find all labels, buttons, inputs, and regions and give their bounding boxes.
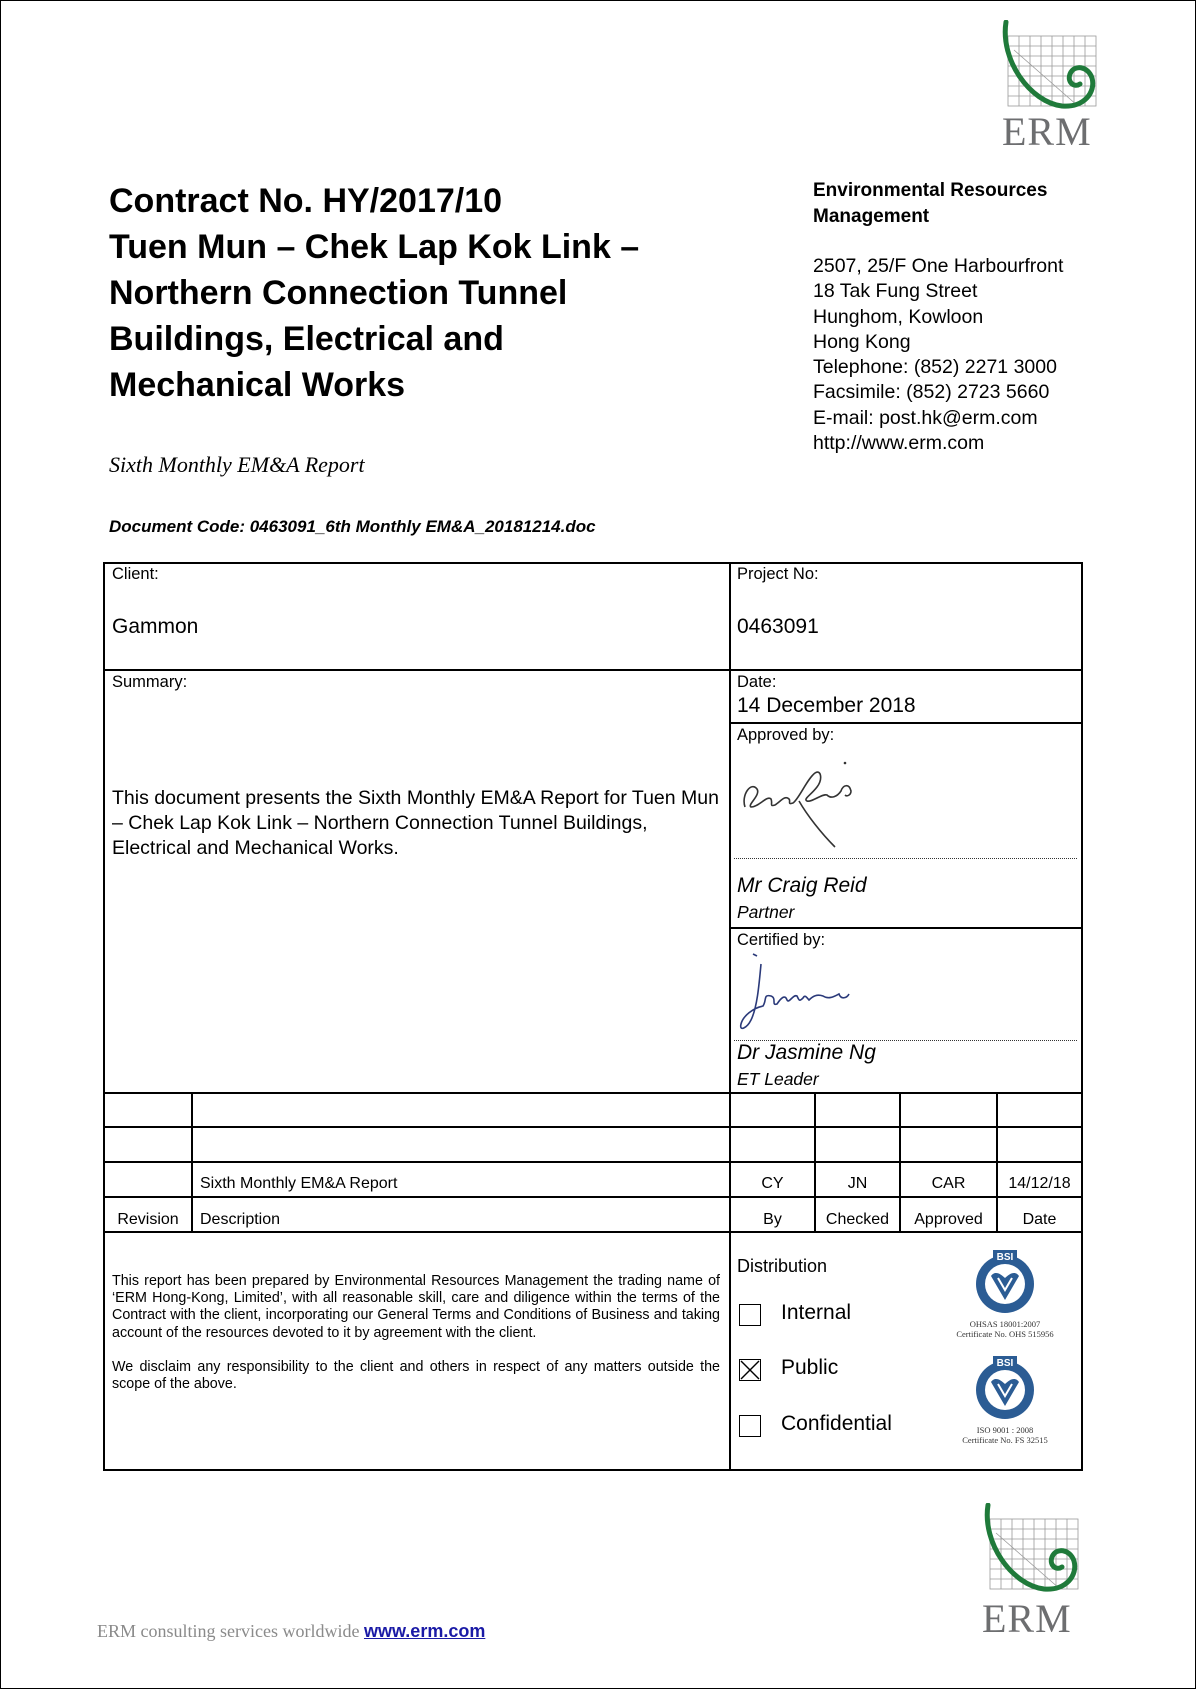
certifier-signature-icon	[737, 950, 857, 1040]
disclaimer	[112, 1273, 720, 1410]
erm-logo-bottom	[980, 1503, 1084, 1643]
disclaimer-paragraph: We disclaim any responsibility to the client and others in respect of any matters outside the scope of the above.	[112, 1358, 720, 1393]
footer-website-link[interactable]: www.erm.com	[363, 1621, 486, 1641]
client-label: Client:	[112, 565, 159, 583]
confidential-checkbox[interactable]	[739, 1415, 761, 1437]
revision-header: Revision	[117, 1211, 179, 1228]
bsi-caption: ISO 9001 : 2008	[976, 1425, 1034, 1435]
date-cell: 14/12/18	[1008, 1175, 1071, 1192]
erm-logo-top	[1000, 20, 1100, 154]
disclaimer-paragraph: This report has been prepared by Environmental Resources Management the trading name of ‘ERM Hong-Kong, Limited’, with all reasonable skill, care and diligence within the terms of the Contract with the client, incorporating our General Terms and Conditions of Business and taking account of the resources devoted to it by agreement with the client.	[112, 1273, 720, 1341]
facsimile: Facsimile: (852) 2723 5660	[813, 381, 1050, 404]
address-line: 2507, 25/F One Harbourfront	[813, 255, 1064, 277]
internal-label: Internal	[781, 1301, 852, 1324]
description-cell: Sixth Monthly EM&A Report	[200, 1175, 398, 1192]
public-checkbox[interactable]	[739, 1359, 761, 1381]
report-name: Sixth Monthly EM&A Report	[109, 452, 365, 477]
confidential-label: Confidential	[781, 1412, 892, 1435]
client-value: Gammon	[112, 615, 199, 638]
bsi-badge-text: BSI	[996, 1358, 1014, 1369]
bsi-certification	[930, 1356, 1080, 1445]
document-title	[109, 178, 729, 408]
approved-cell: CAR	[931, 1175, 966, 1192]
address-line: 18 Tak Fung Street	[813, 280, 978, 303]
footer-text: ERM consulting services worldwide	[97, 1621, 360, 1641]
telephone: Telephone: (852) 2271 3000	[813, 356, 1057, 379]
project-value: 0463091	[737, 615, 819, 638]
footer	[97, 1621, 485, 1642]
email: E-mail: post.hk@erm.com	[813, 406, 1038, 429]
bsi-certification	[930, 1250, 1080, 1339]
document-code: Document Code: 0463091_6th Monthly EM&A_20181214.doc	[109, 517, 596, 536]
bsi-badge-icon	[973, 1356, 1037, 1420]
company-name-line: Management	[813, 206, 930, 227]
title-line: Contract No. HY/2017/10	[109, 182, 503, 220]
address-line: Hunghom, Kowloon	[813, 305, 984, 328]
summary-label: Summary:	[112, 673, 188, 691]
date-value: 14 December 2018	[737, 694, 916, 717]
title-line: Northern Connection Tunnel	[109, 274, 568, 312]
by-cell: CY	[761, 1175, 784, 1192]
approver-name: Mr Craig Reid	[737, 874, 867, 897]
erm-logo-mark-icon	[980, 1503, 1084, 1603]
summary-text: This document presents the Sixth Monthly EM&A Report for Tuen Mun – Chek Lap Kok Link – Northern Connection Tunnel Buildings, Electrical and Mechanical Works.	[112, 787, 719, 859]
project-label: Project No:	[737, 565, 819, 583]
erm-logo-mark-icon	[1000, 20, 1100, 120]
certifier-name: Dr Jasmine Ng	[737, 1041, 876, 1064]
distribution-label: Distribution	[737, 1256, 828, 1276]
checkbox-cross-icon	[740, 1360, 760, 1380]
approver-signature-icon	[737, 755, 887, 855]
certifier-role: ET Leader	[737, 1069, 819, 1089]
company-name	[813, 178, 1143, 230]
by-header: By	[763, 1211, 782, 1228]
bsi-caption: Certificate No. FS 32515	[962, 1435, 1048, 1445]
checked-header: Checked	[825, 1211, 890, 1228]
bsi-caption: Certificate No. OHS 515956	[956, 1329, 1054, 1339]
approved-header: Approved	[914, 1211, 983, 1228]
bsi-badge-text: BSI	[996, 1252, 1014, 1263]
approver-role: Partner	[737, 902, 795, 922]
public-label: Public	[781, 1356, 839, 1379]
company-name-line: Environmental Resources	[813, 180, 1048, 201]
certified-by-label: Certified by:	[737, 931, 826, 949]
date-header: Date	[1022, 1211, 1057, 1228]
bsi-caption: OHSAS 18001:2007	[969, 1319, 1041, 1329]
title-line: Tuen Mun – Chek Lap Kok Link –	[109, 228, 640, 266]
website: http://www.erm.com	[813, 432, 985, 455]
description-header: Description	[200, 1211, 281, 1228]
bsi-badge-icon	[973, 1250, 1037, 1314]
company-address	[813, 254, 1063, 456]
title-line: Buildings, Electrical and	[109, 320, 504, 358]
erm-logo-text: ERM	[1002, 109, 1092, 154]
address-line: Hong Kong	[813, 330, 911, 353]
date-label: Date:	[737, 673, 777, 691]
title-line: Mechanical Works	[109, 366, 406, 404]
approved-by-label: Approved by:	[737, 726, 835, 744]
erm-logo-text: ERM	[982, 1596, 1072, 1641]
internal-checkbox[interactable]	[739, 1304, 761, 1326]
checked-cell: JN	[847, 1175, 868, 1192]
